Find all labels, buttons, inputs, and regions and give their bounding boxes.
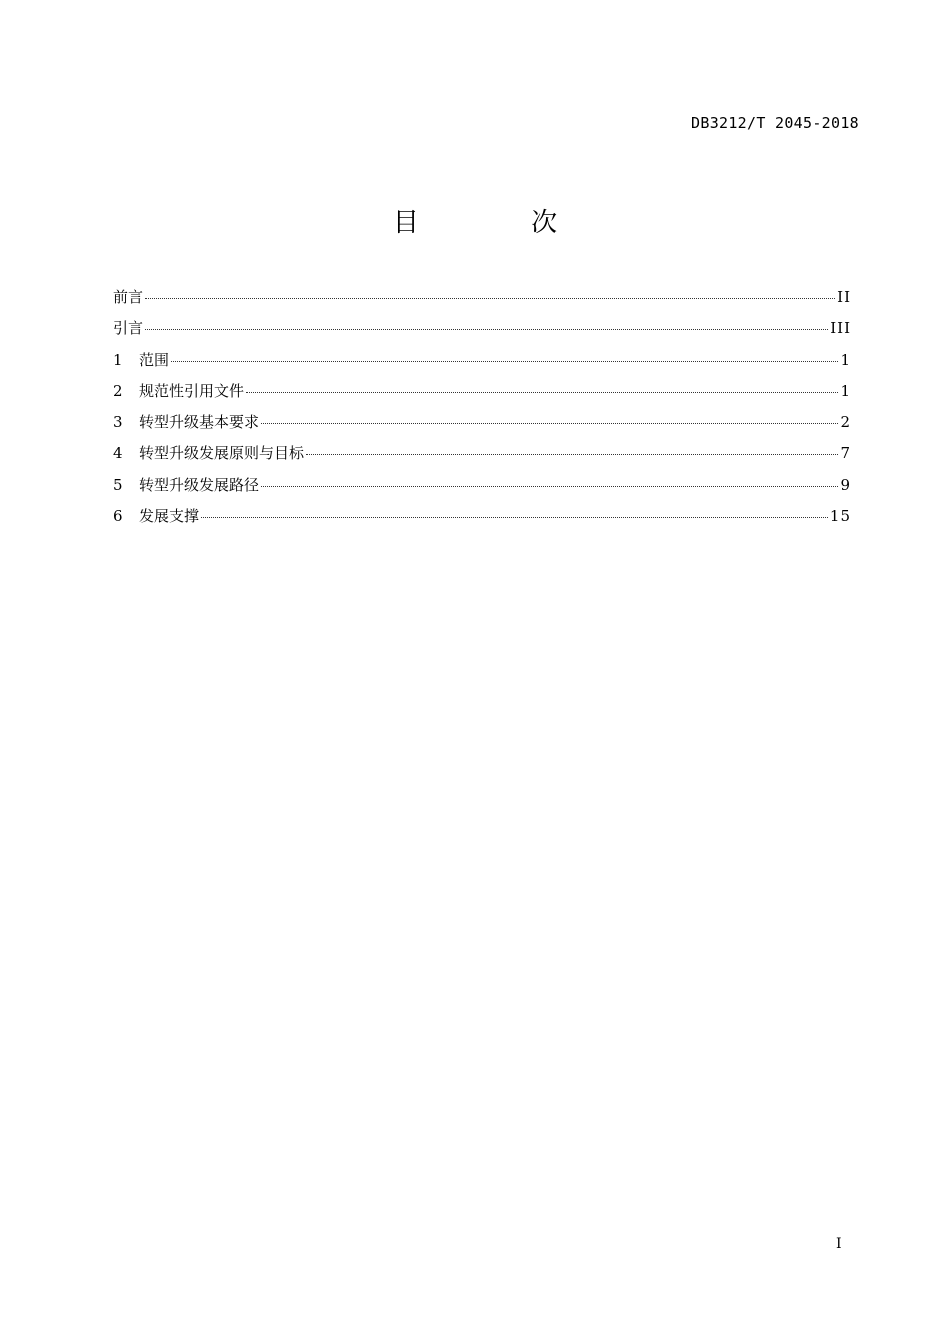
toc-entry-page: II bbox=[837, 288, 851, 306]
toc-leader-dots bbox=[306, 454, 838, 455]
toc-leader-dots bbox=[246, 392, 838, 393]
toc-entry-introduction[interactable] bbox=[113, 317, 851, 348]
toc-entry-label: 发展支撑 bbox=[139, 507, 200, 526]
toc-entry-number: 1 bbox=[113, 350, 123, 369]
toc-entry-preface[interactable] bbox=[113, 286, 851, 317]
toc-entry-page: 1 bbox=[840, 381, 851, 400]
toc-leader-dots bbox=[145, 298, 835, 299]
toc-entry-label: 范围 bbox=[139, 350, 170, 369]
table-of-contents bbox=[113, 286, 851, 536]
toc-entry-label: 转型升级发展原则与目标 bbox=[139, 444, 305, 463]
toc-leader-dots bbox=[261, 486, 838, 487]
toc-entry-4[interactable] bbox=[113, 442, 851, 473]
toc-entry-2[interactable] bbox=[113, 380, 851, 411]
toc-entry-number: 4 bbox=[113, 444, 123, 463]
page-number: I bbox=[836, 1236, 842, 1252]
toc-leader-dots bbox=[171, 361, 838, 362]
toc-entry-page: III bbox=[830, 319, 851, 338]
toc-entry-3[interactable] bbox=[113, 411, 851, 442]
toc-entry-number: 2 bbox=[113, 381, 123, 400]
toc-entry-page: 7 bbox=[840, 444, 851, 463]
toc-entry-page: 2 bbox=[840, 413, 851, 432]
toc-entry-6[interactable] bbox=[113, 505, 851, 536]
toc-entry-5[interactable] bbox=[113, 474, 851, 505]
toc-entry-label: 转型升级发展路径 bbox=[139, 475, 260, 494]
toc-entry-label: 规范性引用文件 bbox=[139, 381, 245, 400]
toc-leader-dots bbox=[201, 517, 828, 518]
document-code: DB3212/T 2045-2018 bbox=[691, 114, 859, 132]
toc-entry-number: 3 bbox=[113, 413, 123, 432]
toc-entry-label: 引言 bbox=[113, 319, 144, 338]
page-title: 目 次 bbox=[392, 208, 610, 238]
toc-entry-number: 5 bbox=[113, 475, 123, 494]
toc-entry-label: 转型升级基本要求 bbox=[139, 413, 260, 432]
toc-leader-dots bbox=[145, 329, 828, 330]
toc-entry-1[interactable] bbox=[113, 349, 851, 380]
toc-entry-page: 9 bbox=[840, 475, 851, 494]
toc-entry-page: 1 bbox=[840, 350, 851, 369]
toc-entry-number: 6 bbox=[113, 507, 123, 526]
toc-entry-page: 15 bbox=[829, 507, 851, 526]
toc-entry-label: 前言 bbox=[113, 288, 144, 306]
toc-leader-dots bbox=[261, 423, 838, 424]
